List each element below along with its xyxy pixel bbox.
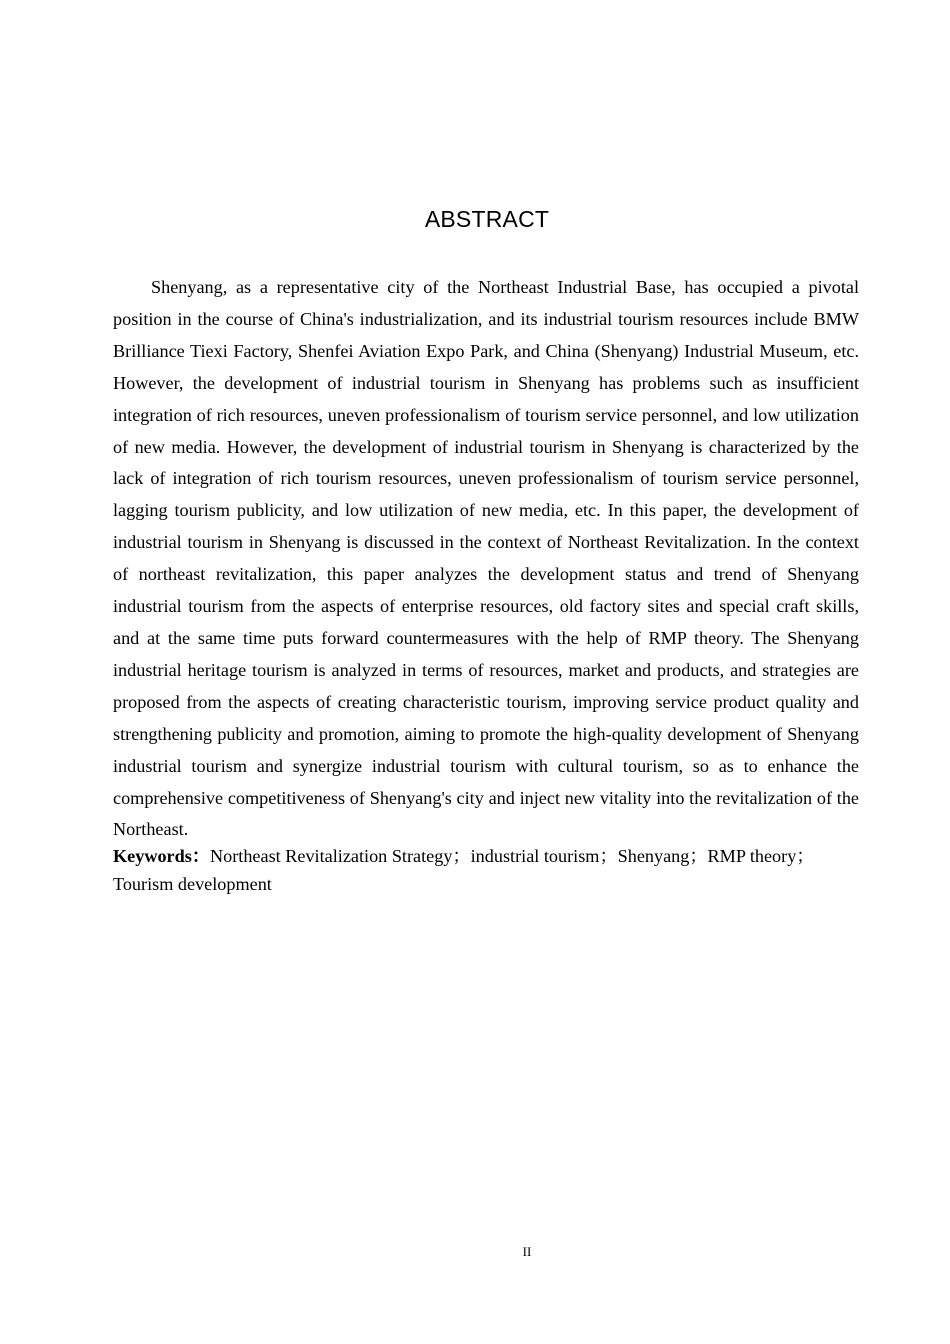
abstract-body: Shenyang, as a representative city of the Northeast Industrial Base, has occupied a pivotal position in the course of China's industrialization, and its industrial tourism resources include BMW Brilliance Tiexi Factory, Shenfei Aviation Expo Park, and China (Shenyang) Industrial Museum, etc. However, the development of industrial tourism in Shenyang has problems such as insufficient integration of rich resources, uneven professionalism of tourism service personnel, and low utilization of new media. However, the development of industrial tourism in Shenyang is characterized by the lack of integration of rich tourism resources, uneven professionalism of tourism service personnel, lagging tourism publicity, and low utilization of new media, etc. In this paper, the development of industrial tourism in Shenyang is discussed in the context of Northeast Revitalization. In the context of northeast revitalization, this paper analyzes the development status and trend of Shenyang industrial tourism from the aspects of enterprise resources, old factory sites and special craft skills, and at the same time puts forward countermeasures with the help of RMP theory. The Shenyang industrial heritage tourism is analyzed in terms of resources, market and products, and strategies are proposed from the aspects of creating characteristic tourism, improving service product quality and strengthening publicity and promotion, aiming to promote the high-quality development of Shenyang industrial tourism and synergize industrial tourism with cultural tourism, so as to enhance the comprehensive competitiveness of Shenyang's city and inject new vitality into the revitalization of the Northeast. bbox=[113, 277, 859, 840]
page-number: II bbox=[522, 1244, 532, 1259]
keywords-line bbox=[113, 842, 859, 898]
abstract-title: ABSTRACT bbox=[424, 206, 550, 232]
keywords-label: Keywords： bbox=[113, 846, 210, 866]
keywords-text: Northeast Revitalization Strategy；industrial tourism；Shenyang；RMP theory；Tourism development bbox=[113, 846, 815, 894]
